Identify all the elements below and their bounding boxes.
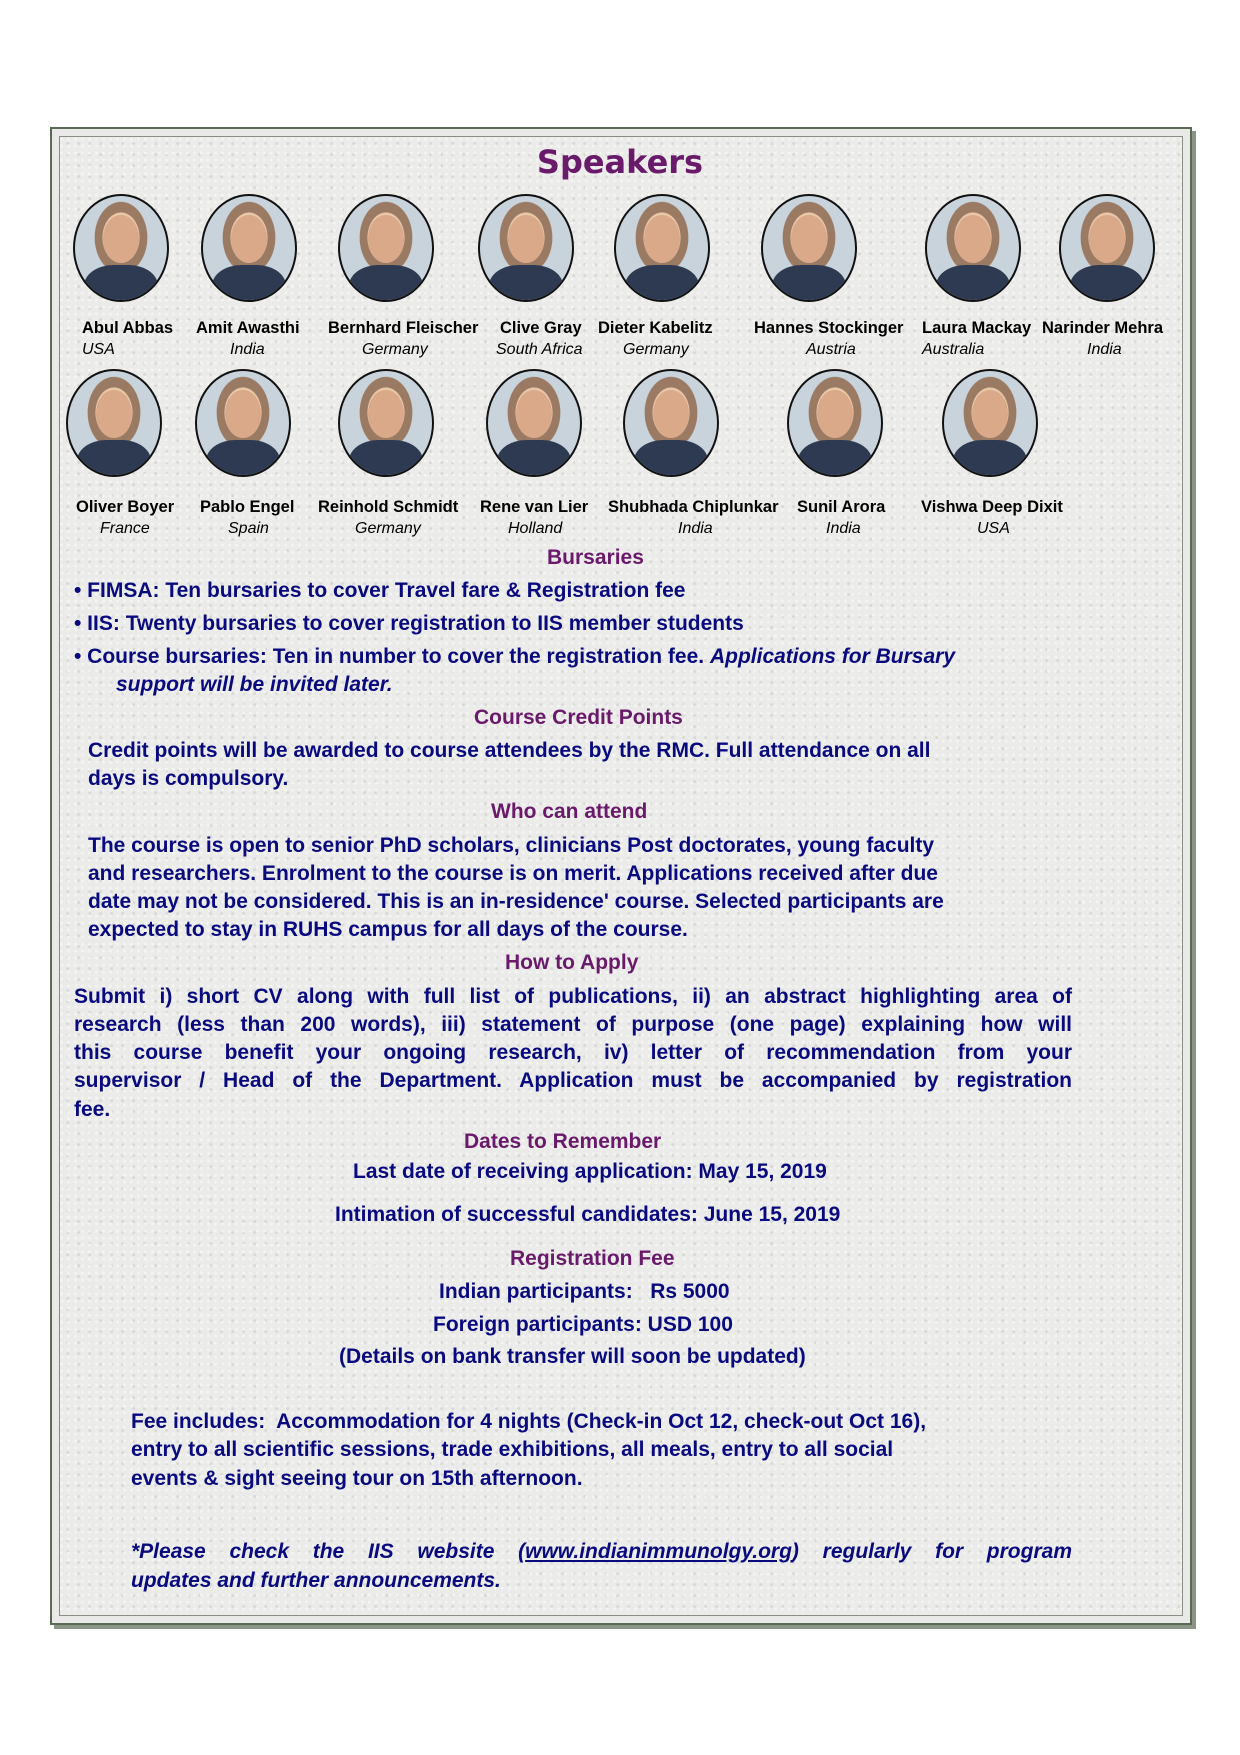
bursary-item-italic: Applications for Bursary: [709, 645, 956, 668]
attend-text-line: expected to stay in RUHS campus for all days of the course.: [88, 918, 688, 941]
speaker-photo: [478, 194, 574, 302]
website-note: [131, 1539, 1072, 1564]
speaker-photo: [1059, 194, 1155, 302]
fee-indian: Indian participants: Rs 5000: [439, 1280, 730, 1303]
speaker-name: Narinder Mehra: [1042, 319, 1164, 337]
speaker-name: Dieter Kabelitz: [598, 319, 713, 337]
fee-foreign: Foreign participants: USD 100: [433, 1313, 733, 1336]
apply-text-line: Submit i) short CV along with full list of publications, ii) an abstract highlighting area of: [74, 985, 1072, 1008]
speaker-name: Amit Awasthi: [196, 319, 300, 337]
speaker-photo: [761, 194, 857, 302]
website-link[interactable]: www.indianimmunolgy.org: [525, 1540, 792, 1563]
speaker-country: USA: [82, 341, 115, 358]
speaker-photo: [73, 194, 169, 302]
speaker-country: South Africa: [496, 341, 583, 358]
speaker-photo: [195, 369, 291, 477]
speaker-country: Holland: [508, 520, 563, 537]
website-note-prefix: *Please check the IIS website (: [131, 1540, 526, 1563]
apply-text-line: fee.: [74, 1098, 111, 1121]
apply-text-line: this course benefit your ongoing research, iv) letter of recommendation from your: [74, 1041, 1072, 1064]
attend-text-line: and researchers. Enrolment to the course is on merit. Applications received after due: [88, 862, 938, 885]
speaker-country: Germany: [355, 520, 421, 537]
fee-heading: Registration Fee: [510, 1247, 675, 1270]
attend-heading: Who can attend: [491, 800, 648, 823]
apply-text-line: supervisor / Head of the Department. Application must be accompanied by registration: [74, 1069, 1072, 1092]
bursary-item: [74, 644, 955, 669]
bursary-item-italic-cont: support will be invited later.: [116, 673, 393, 696]
speaker-name: Shubhada Chiplunkar: [608, 498, 779, 516]
apply-text-line: research (less than 200 words), iii) statement of purpose (one page) explaining how will: [74, 1013, 1072, 1036]
speaker-name: Clive Gray: [500, 319, 582, 337]
website-note-suffix: ) regularly for program: [791, 1540, 1072, 1563]
speaker-name: Reinhold Schmidt: [318, 498, 459, 516]
date-line: Intimation of successful candidates: June 15, 2019: [335, 1203, 841, 1226]
fee-includes-line: events & sight seeing tour on 15th afternoon.: [131, 1467, 583, 1490]
speaker-photo: [614, 194, 710, 302]
speaker-photo: [787, 369, 883, 477]
speaker-country: India: [826, 520, 861, 537]
speaker-country: France: [100, 520, 150, 537]
speaker-country: Germany: [362, 341, 428, 358]
fee-includes-line: Fee includes: Accommodation for 4 nights (Check-in Oct 12, check-out Oct 16),: [131, 1410, 927, 1433]
speaker-name: Sunil Arora: [797, 498, 886, 516]
speaker-photo: [338, 194, 434, 302]
speaker-country: India: [230, 341, 265, 358]
speaker-country: Germany: [623, 341, 689, 358]
speaker-name: Rene van Lier: [480, 498, 589, 516]
bursaries-heading: Bursaries: [547, 546, 644, 569]
bursary-item: • IIS: Twenty bursaries to cover registration to IIS member students: [74, 612, 744, 635]
date-line: Last date of receiving application: May 15, 2019: [353, 1160, 827, 1183]
speaker-country: India: [1087, 341, 1122, 358]
credit-text-line: days is compulsory.: [88, 767, 289, 790]
website-note-line2: updates and further announcements.: [131, 1569, 501, 1592]
credit-text-line: Credit points will be awarded to course attendees by the RMC. Full attendance on all: [88, 739, 931, 762]
speaker-photo: [623, 369, 719, 477]
fee-details: (Details on bank transfer will soon be updated): [339, 1345, 806, 1368]
speaker-name: Laura Mackay: [922, 319, 1032, 337]
speaker-country: Australia: [922, 341, 985, 358]
attend-text-line: date may not be considered. This is an in-residence' course. Selected participants are: [88, 890, 944, 913]
speaker-country: India: [678, 520, 713, 537]
speaker-photo: [201, 194, 297, 302]
speaker-country: Austria: [806, 341, 856, 358]
speaker-country: Spain: [228, 520, 269, 537]
apply-heading: How to Apply: [505, 951, 639, 974]
speaker-photo: [942, 369, 1038, 477]
speaker-name: Vishwa Deep Dixit: [921, 498, 1063, 516]
bursary-item-text: • Course bursaries: Ten in number to cover the registration fee.: [74, 645, 705, 668]
fee-includes-line: entry to all scientific sessions, trade exhibitions, all meals, entry to all social: [131, 1438, 894, 1461]
speaker-photo: [925, 194, 1021, 302]
speaker-photo: [486, 369, 582, 477]
credit-heading: Course Credit Points: [474, 706, 683, 729]
speaker-name: Bernhard Fleischer: [328, 319, 479, 337]
speaker-name: Abul Abbas: [82, 319, 174, 337]
attend-text-line: The course is open to senior PhD scholars, clinicians Post doctorates, young faculty: [88, 834, 935, 857]
dates-heading: Dates to Remember: [464, 1130, 662, 1153]
speaker-name: Pablo Engel: [200, 498, 295, 516]
speaker-photo: [338, 369, 434, 477]
speaker-photo: [66, 369, 162, 477]
speaker-name: Oliver Boyer: [76, 498, 175, 516]
page-title: Speakers: [536, 143, 704, 181]
speaker-name: Hannes Stockinger: [754, 319, 904, 337]
speaker-country: USA: [977, 520, 1010, 537]
bursary-item: • FIMSA: Ten bursaries to cover Travel fare & Registration fee: [74, 579, 686, 602]
